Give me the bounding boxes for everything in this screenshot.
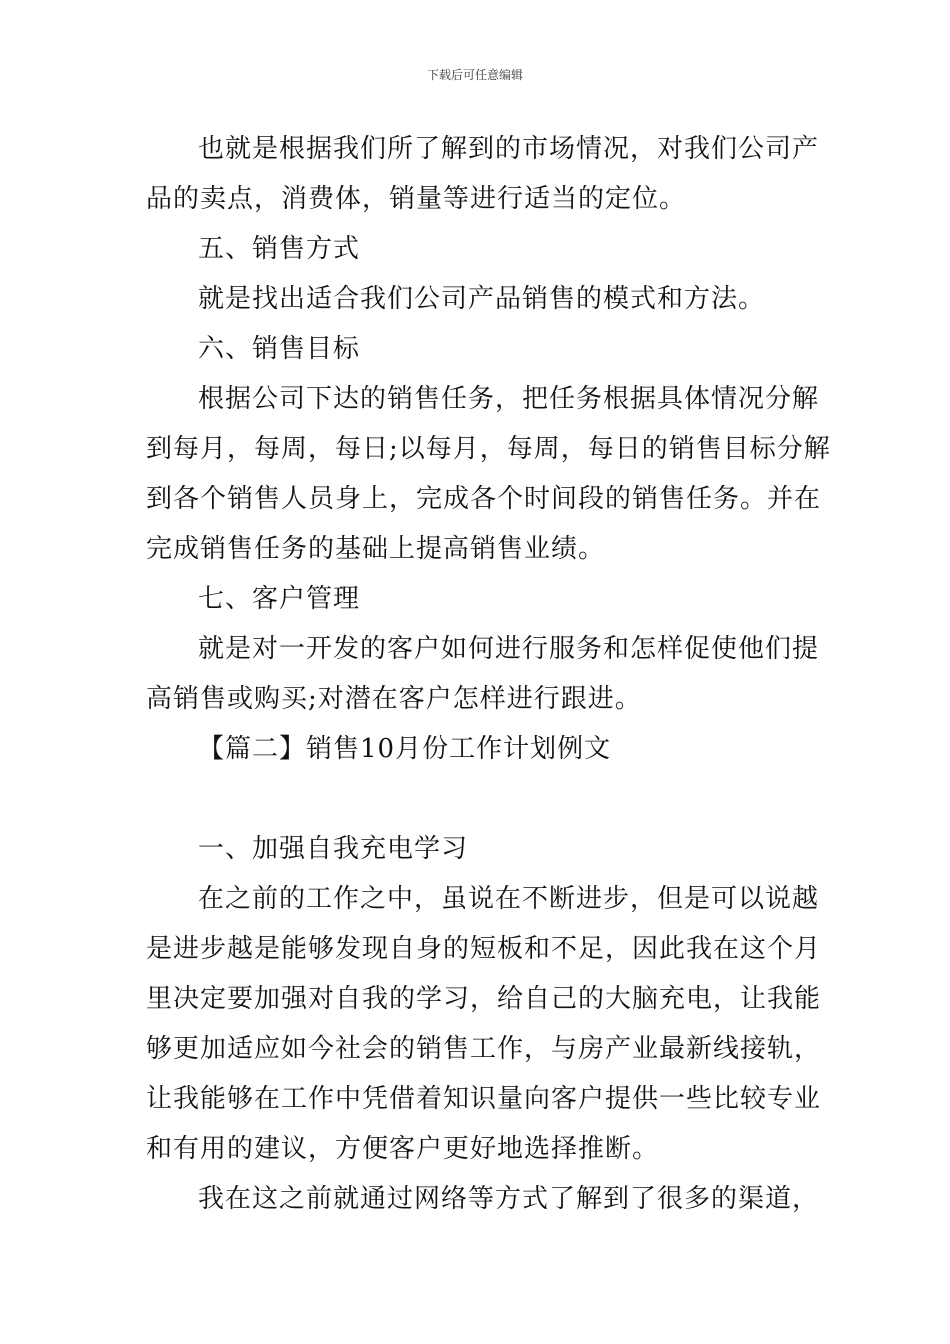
page-header: 下载后可任意编辑	[426, 68, 523, 82]
blank-line	[146, 774, 806, 824]
paragraph-line: 品的卖点，消费体，销量等进行适当的定位。	[146, 184, 687, 214]
section-heading: 七、客户管理	[198, 584, 361, 614]
paragraph-line: 高销售或购买;对潜在客户怎样进行跟进。	[146, 684, 642, 714]
paragraph-line: 到每月，每周，每日;以每月，每周，每日的销售目标分解	[146, 434, 831, 464]
section-heading: 六、销售目标	[198, 334, 361, 364]
paragraph-line: 和有用的建议，方便客户更好地选择推断。	[146, 1134, 660, 1164]
paragraph-line: 够更加适应如今社会的销售工作，与房产业最新线接轨，	[146, 1034, 822, 1064]
paragraph-line: 在之前的工作之中，虽说在不断进步，但是可以说越	[198, 884, 820, 914]
section-heading: 一、加强自我充电学习	[198, 834, 469, 864]
paragraph-line: 也就是根据我们所了解到的市场情况，对我们公司产	[198, 134, 820, 164]
paragraph-line: 就是找出适合我们公司产品销售的模式和方法。	[198, 284, 766, 314]
section-heading: 五、销售方式	[198, 234, 361, 264]
paragraph-line: 就是对一开发的客户如何进行服务和怎样促使他们提	[198, 634, 820, 664]
paragraph-line: 里决定要加强对自我的学习，给自己的大脑充电，让我能	[146, 984, 822, 1014]
paragraph-line: 到各个销售人员身上，完成各个时间段的销售任务。并在	[146, 484, 822, 514]
document-body	[146, 124, 831, 1224]
article-title: 【篇二】销售10月份工作计划例文	[198, 734, 612, 764]
paragraph-line: 完成销售任务的基础上提高销售业绩。	[146, 534, 606, 564]
paragraph-line: 根据公司下达的销售任务，把任务根据具体情况分解	[198, 384, 820, 414]
paragraph-line: 让我能够在工作中凭借着知识量向客户提供一些比较专业	[146, 1084, 822, 1114]
paragraph-line: 我在这之前就通过网络等方式了解到了很多的渠道，	[198, 1184, 820, 1214]
paragraph-line: 是进步越是能够发现自身的短板和不足，因此我在这个月	[146, 934, 822, 964]
